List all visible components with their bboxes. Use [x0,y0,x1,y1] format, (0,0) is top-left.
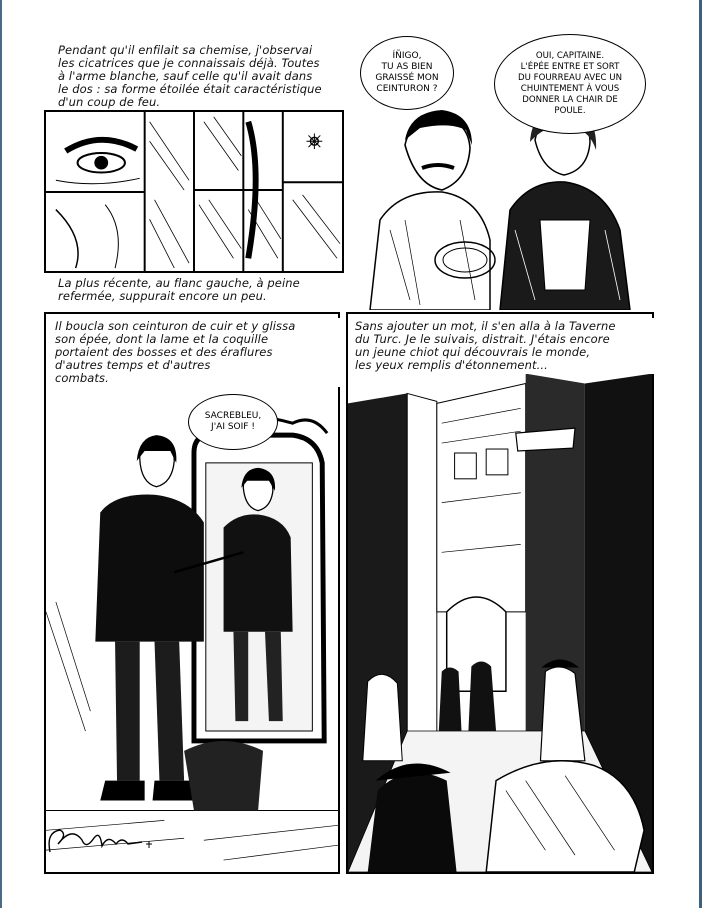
artist-signature [42,822,162,862]
caption-wound: La plus récente, au flanc gauche, à peine refermée, suppurait encore un peu. [58,276,300,303]
caption-taverne: Sans ajouter un mot, il s'en alla à la Taverne du Turc. Je le suivais, distrait. J'étais encore un jeune chiot qui découvrais le monde, les yeux remplis d'étonnement... [352,318,654,374]
caption-sword-belt: Il boucla son ceinturon de cuir et y glissa son épée, dont la lame et la coquille portaient des bosses et des éraflures d'autres temps et d'autres combats. [52,318,340,387]
panel-street [346,312,654,874]
caption-scars: Pendant qu'il enfilait sa chemise, j'observai les cicatrices que je connaissais déjà. Toutes à l'arme blanche, sauf celle qu'il avait dans le dos : sa forme étoilée était caractéristique d'un coup de feu. [58,43,322,109]
mirror-scene-art [46,314,338,872]
street-scene-art [348,314,652,872]
panel-mirror [44,312,340,874]
panel-closeups [44,110,344,273]
bubble-capitaine-reply: OUI, CAPITAINE. L'ÉPÉE ENTRE ET SORT DU FOURREAU AVEC UN CHUINTEMENT À VOUS DONNER LA CHAIR DE POULE. [494,34,646,134]
bubble-sacrebleu: SACREBLEU, J'AI SOIF ! [188,394,278,450]
page-edge-left [0,0,2,908]
closeup-strip-art [46,112,342,271]
bubble-inigo-question: ÍÑIGO, TU AS BIEN GRAISSÉ MON CEINTURON ? [360,36,454,110]
